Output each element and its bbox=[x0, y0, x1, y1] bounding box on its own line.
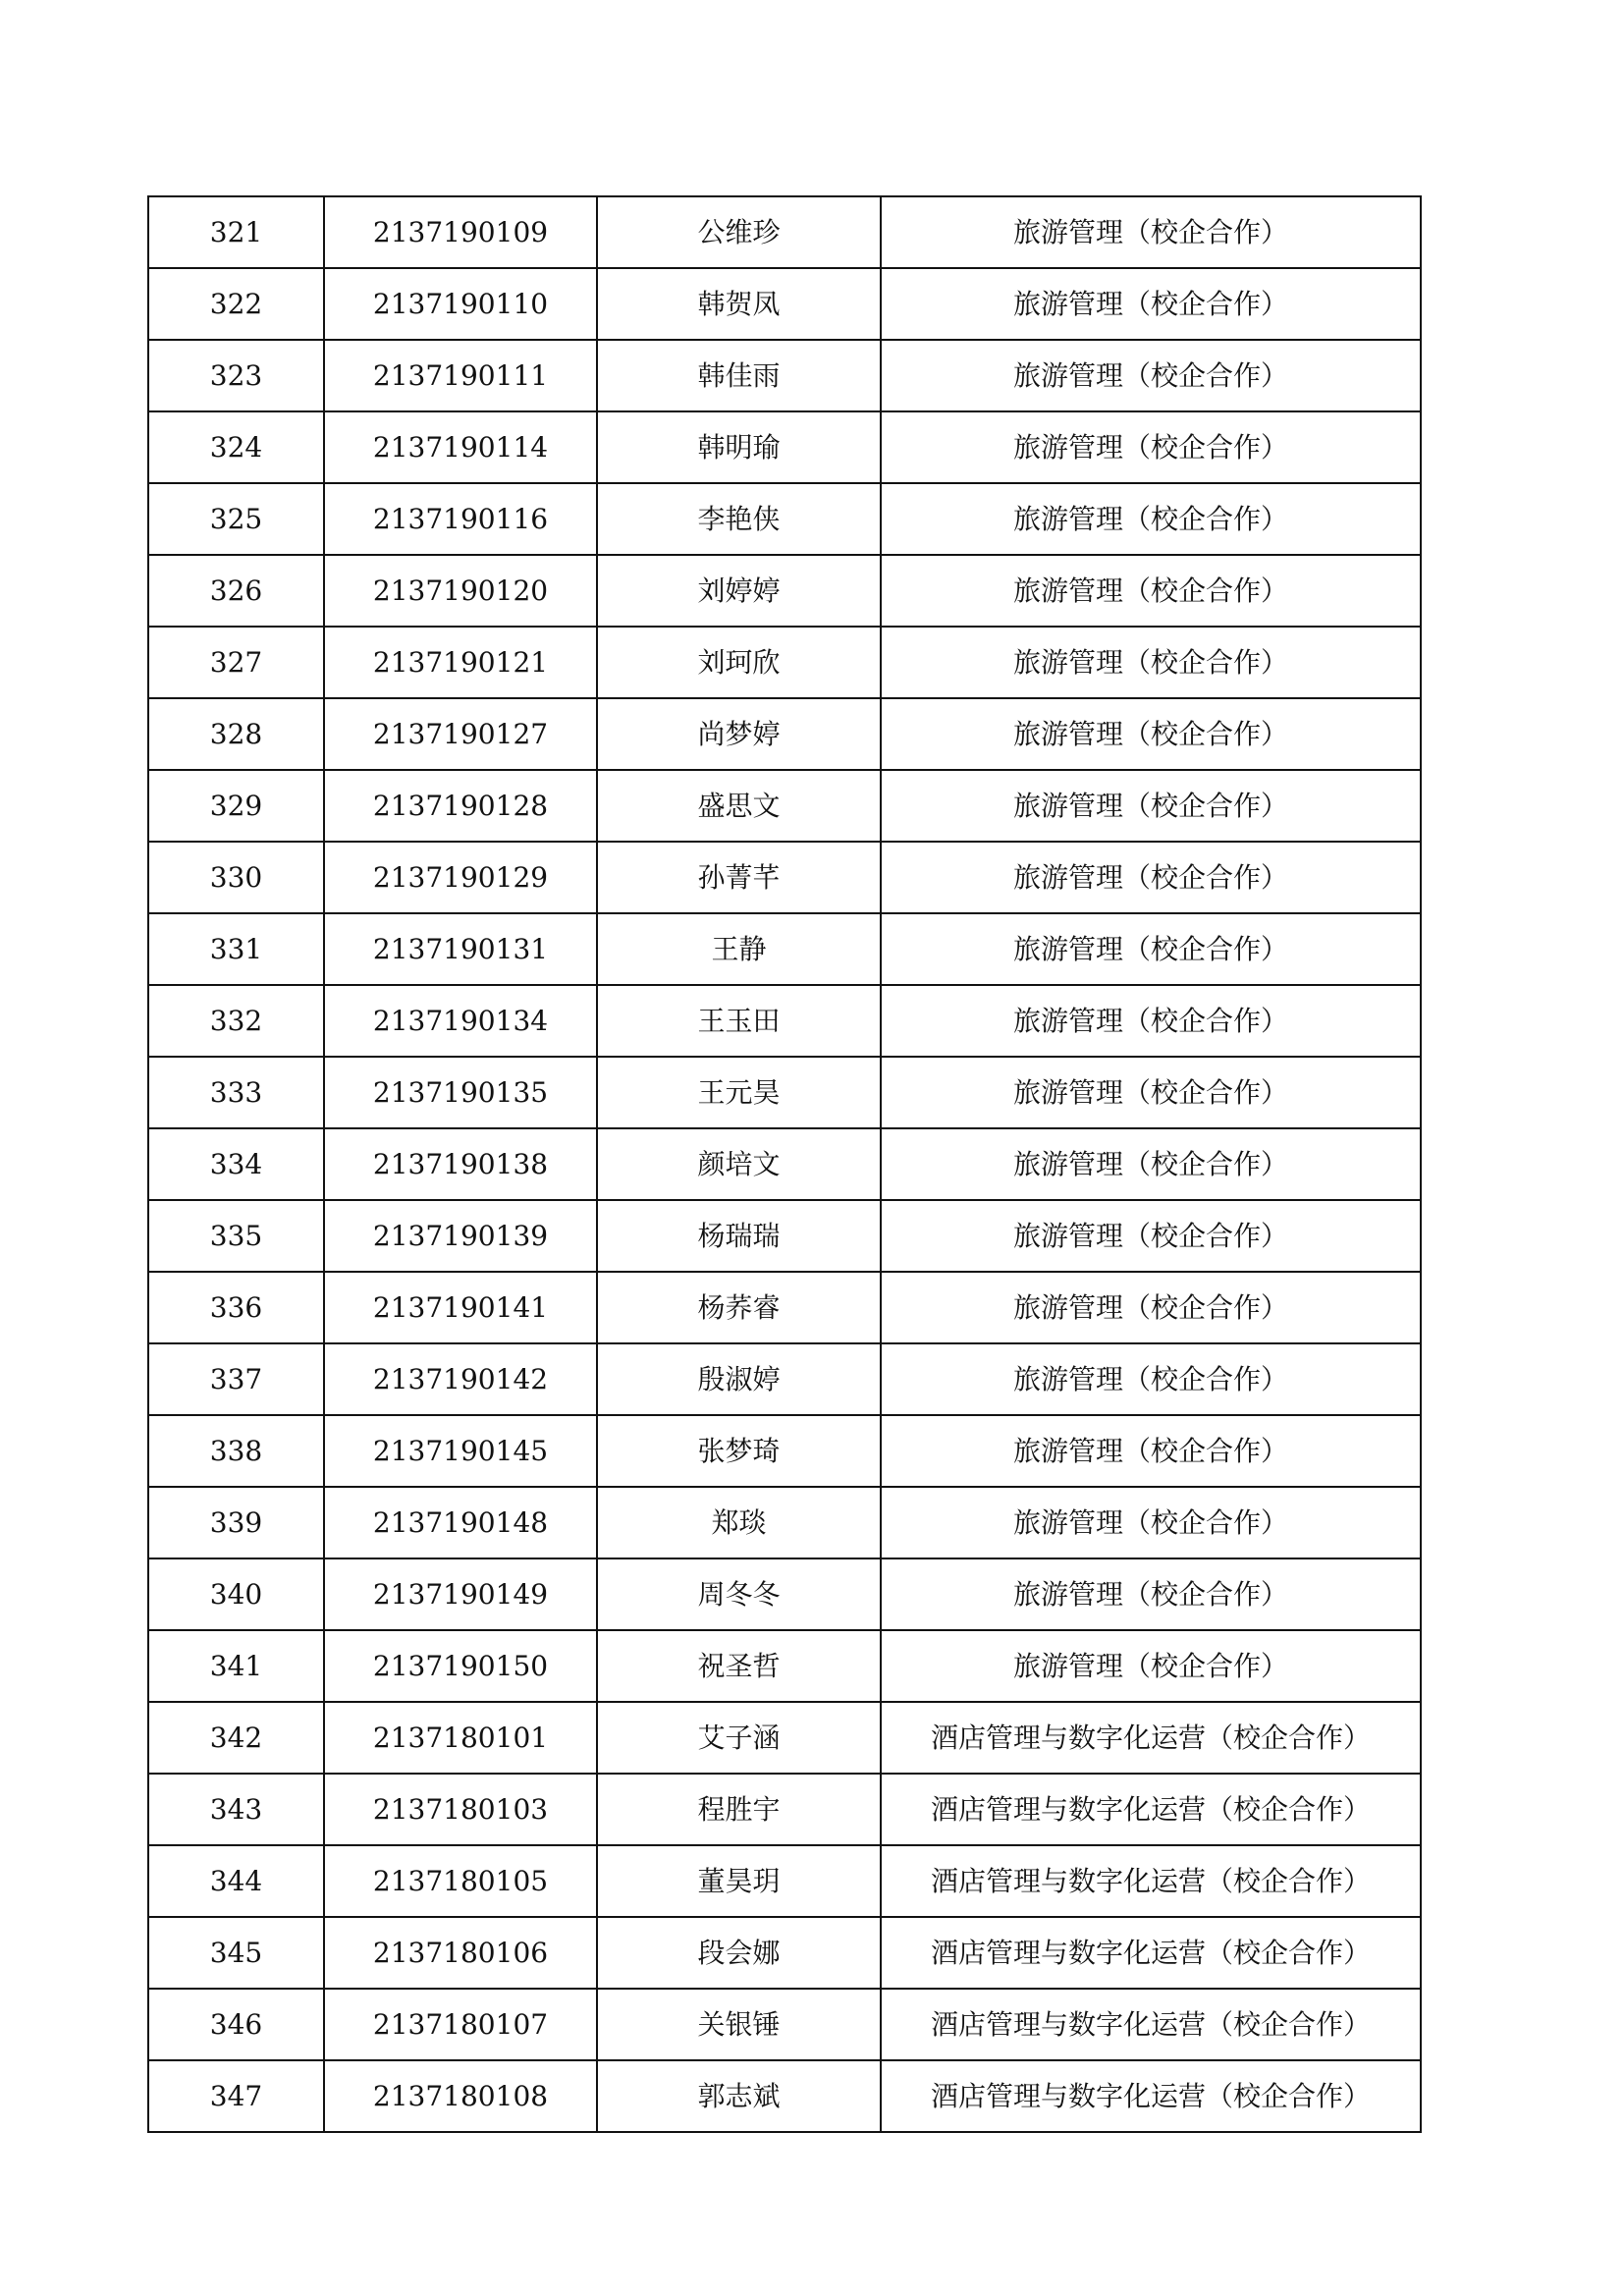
row-number-cell: 323 bbox=[148, 340, 324, 411]
student-name-cell: 刘婷婷 bbox=[597, 555, 881, 627]
table-row bbox=[148, 2060, 1421, 2132]
student-id-cell: 2137190135 bbox=[324, 1057, 597, 1128]
student-name-cell: 王玉田 bbox=[597, 985, 881, 1057]
student-id-cell: 2137190139 bbox=[324, 1200, 597, 1272]
major-cell: 旅游管理（校企合作） bbox=[881, 555, 1421, 627]
student-name-cell: 刘珂欣 bbox=[597, 627, 881, 698]
student-name-cell: 殷淑婷 bbox=[597, 1343, 881, 1415]
row-number-cell: 330 bbox=[148, 842, 324, 913]
table-row bbox=[148, 1989, 1421, 2060]
major-cell: 旅游管理（校企合作） bbox=[881, 1343, 1421, 1415]
student-id-cell: 2137190120 bbox=[324, 555, 597, 627]
student-id-cell: 2137180101 bbox=[324, 1702, 597, 1774]
student-name-cell: 董昊玥 bbox=[597, 1845, 881, 1917]
major-cell: 旅游管理（校企合作） bbox=[881, 1057, 1421, 1128]
table-row bbox=[148, 1845, 1421, 1917]
table-row bbox=[148, 555, 1421, 627]
student-name-cell: 张梦琦 bbox=[597, 1415, 881, 1487]
student-name-cell: 公维珍 bbox=[597, 196, 881, 268]
row-number-cell: 346 bbox=[148, 1989, 324, 2060]
major-cell: 旅游管理（校企合作） bbox=[881, 1128, 1421, 1200]
student-id-cell: 2137180106 bbox=[324, 1917, 597, 1989]
table-row bbox=[148, 985, 1421, 1057]
student-name-cell: 周冬冬 bbox=[597, 1558, 881, 1630]
row-number-cell: 326 bbox=[148, 555, 324, 627]
major-cell: 旅游管理（校企合作） bbox=[881, 770, 1421, 842]
row-number-cell: 331 bbox=[148, 913, 324, 985]
table-row bbox=[148, 698, 1421, 770]
student-name-cell: 关银锤 bbox=[597, 1989, 881, 2060]
row-number-cell: 344 bbox=[148, 1845, 324, 1917]
table-row bbox=[148, 1128, 1421, 1200]
student-name-cell: 孙菁芊 bbox=[597, 842, 881, 913]
table-row bbox=[148, 1630, 1421, 1702]
table-row bbox=[148, 1558, 1421, 1630]
student-id-cell: 2137190150 bbox=[324, 1630, 597, 1702]
major-cell: 酒店管理与数字化运营（校企合作） bbox=[881, 2060, 1421, 2132]
major-cell: 旅游管理（校企合作） bbox=[881, 985, 1421, 1057]
row-number-cell: 322 bbox=[148, 268, 324, 340]
student-id-cell: 2137190148 bbox=[324, 1487, 597, 1558]
row-number-cell: 343 bbox=[148, 1774, 324, 1845]
student-id-cell: 2137190127 bbox=[324, 698, 597, 770]
student-name-cell: 韩贺凤 bbox=[597, 268, 881, 340]
student-name-cell: 盛思文 bbox=[597, 770, 881, 842]
row-number-cell: 337 bbox=[148, 1343, 324, 1415]
major-cell: 旅游管理（校企合作） bbox=[881, 483, 1421, 555]
major-cell: 酒店管理与数字化运营（校企合作） bbox=[881, 1702, 1421, 1774]
table-row bbox=[148, 268, 1421, 340]
student-name-cell: 韩佳雨 bbox=[597, 340, 881, 411]
table-row bbox=[148, 1343, 1421, 1415]
student-name-cell: 段会娜 bbox=[597, 1917, 881, 1989]
table-body bbox=[148, 196, 1421, 2132]
major-cell: 旅游管理（校企合作） bbox=[881, 268, 1421, 340]
table-row bbox=[148, 483, 1421, 555]
student-id-cell: 2137180108 bbox=[324, 2060, 597, 2132]
student-id-cell: 2137190121 bbox=[324, 627, 597, 698]
table-row bbox=[148, 627, 1421, 698]
student-name-cell: 杨荞睿 bbox=[597, 1272, 881, 1343]
student-id-cell: 2137190129 bbox=[324, 842, 597, 913]
table-row bbox=[148, 1200, 1421, 1272]
student-id-cell: 2137190141 bbox=[324, 1272, 597, 1343]
major-cell: 旅游管理（校企合作） bbox=[881, 1415, 1421, 1487]
table-row bbox=[148, 842, 1421, 913]
row-number-cell: 324 bbox=[148, 411, 324, 483]
student-name-cell: 李艳侠 bbox=[597, 483, 881, 555]
student-name-cell: 颜培文 bbox=[597, 1128, 881, 1200]
row-number-cell: 328 bbox=[148, 698, 324, 770]
student-id-cell: 2137190116 bbox=[324, 483, 597, 555]
student-id-cell: 2137190110 bbox=[324, 268, 597, 340]
student-id-cell: 2137190111 bbox=[324, 340, 597, 411]
student-name-cell: 郑琰 bbox=[597, 1487, 881, 1558]
row-number-cell: 321 bbox=[148, 196, 324, 268]
student-id-cell: 2137180103 bbox=[324, 1774, 597, 1845]
table-row bbox=[148, 770, 1421, 842]
major-cell: 旅游管理（校企合作） bbox=[881, 1272, 1421, 1343]
student-name-cell: 艾子涵 bbox=[597, 1702, 881, 1774]
student-id-cell: 2137180107 bbox=[324, 1989, 597, 2060]
row-number-cell: 347 bbox=[148, 2060, 324, 2132]
student-name-cell: 杨瑞瑞 bbox=[597, 1200, 881, 1272]
student-name-cell: 郭志斌 bbox=[597, 2060, 881, 2132]
major-cell: 旅游管理（校企合作） bbox=[881, 196, 1421, 268]
row-number-cell: 342 bbox=[148, 1702, 324, 1774]
major-cell: 旅游管理（校企合作） bbox=[881, 1630, 1421, 1702]
major-cell: 酒店管理与数字化运营（校企合作） bbox=[881, 1845, 1421, 1917]
table-row bbox=[148, 913, 1421, 985]
major-cell: 旅游管理（校企合作） bbox=[881, 1200, 1421, 1272]
row-number-cell: 336 bbox=[148, 1272, 324, 1343]
table-row bbox=[148, 1415, 1421, 1487]
table-row bbox=[148, 1917, 1421, 1989]
table-row bbox=[148, 411, 1421, 483]
student-id-cell: 2137180105 bbox=[324, 1845, 597, 1917]
row-number-cell: 332 bbox=[148, 985, 324, 1057]
major-cell: 旅游管理（校企合作） bbox=[881, 913, 1421, 985]
major-cell: 酒店管理与数字化运营（校企合作） bbox=[881, 1917, 1421, 1989]
student-id-cell: 2137190149 bbox=[324, 1558, 597, 1630]
row-number-cell: 341 bbox=[148, 1630, 324, 1702]
student-name-cell: 祝圣哲 bbox=[597, 1630, 881, 1702]
row-number-cell: 335 bbox=[148, 1200, 324, 1272]
major-cell: 酒店管理与数字化运营（校企合作） bbox=[881, 1989, 1421, 2060]
student-id-cell: 2137190138 bbox=[324, 1128, 597, 1200]
table-row bbox=[148, 340, 1421, 411]
student-name-cell: 尚梦婷 bbox=[597, 698, 881, 770]
student-id-cell: 2137190131 bbox=[324, 913, 597, 985]
table-row bbox=[148, 1272, 1421, 1343]
major-cell: 旅游管理（校企合作） bbox=[881, 340, 1421, 411]
row-number-cell: 339 bbox=[148, 1487, 324, 1558]
row-number-cell: 327 bbox=[148, 627, 324, 698]
student-list-table bbox=[147, 195, 1422, 2133]
row-number-cell: 325 bbox=[148, 483, 324, 555]
row-number-cell: 340 bbox=[148, 1558, 324, 1630]
major-cell: 旅游管理（校企合作） bbox=[881, 698, 1421, 770]
student-id-cell: 2137190128 bbox=[324, 770, 597, 842]
student-id-cell: 2137190145 bbox=[324, 1415, 597, 1487]
student-id-cell: 2137190134 bbox=[324, 985, 597, 1057]
student-id-cell: 2137190142 bbox=[324, 1343, 597, 1415]
table-row bbox=[148, 1774, 1421, 1845]
table-row bbox=[148, 1702, 1421, 1774]
major-cell: 旅游管理（校企合作） bbox=[881, 1487, 1421, 1558]
student-name-cell: 王元昊 bbox=[597, 1057, 881, 1128]
major-cell: 旅游管理（校企合作） bbox=[881, 627, 1421, 698]
table-row bbox=[148, 1487, 1421, 1558]
row-number-cell: 334 bbox=[148, 1128, 324, 1200]
major-cell: 酒店管理与数字化运营（校企合作） bbox=[881, 1774, 1421, 1845]
student-name-cell: 程胜宇 bbox=[597, 1774, 881, 1845]
row-number-cell: 338 bbox=[148, 1415, 324, 1487]
major-cell: 旅游管理（校企合作） bbox=[881, 411, 1421, 483]
table-row bbox=[148, 1057, 1421, 1128]
student-id-cell: 2137190114 bbox=[324, 411, 597, 483]
major-cell: 旅游管理（校企合作） bbox=[881, 1558, 1421, 1630]
major-cell: 旅游管理（校企合作） bbox=[881, 842, 1421, 913]
student-name-cell: 王静 bbox=[597, 913, 881, 985]
row-number-cell: 345 bbox=[148, 1917, 324, 1989]
student-name-cell: 韩明瑜 bbox=[597, 411, 881, 483]
row-number-cell: 329 bbox=[148, 770, 324, 842]
table-row bbox=[148, 196, 1421, 268]
row-number-cell: 333 bbox=[148, 1057, 324, 1128]
student-id-cell: 2137190109 bbox=[324, 196, 597, 268]
